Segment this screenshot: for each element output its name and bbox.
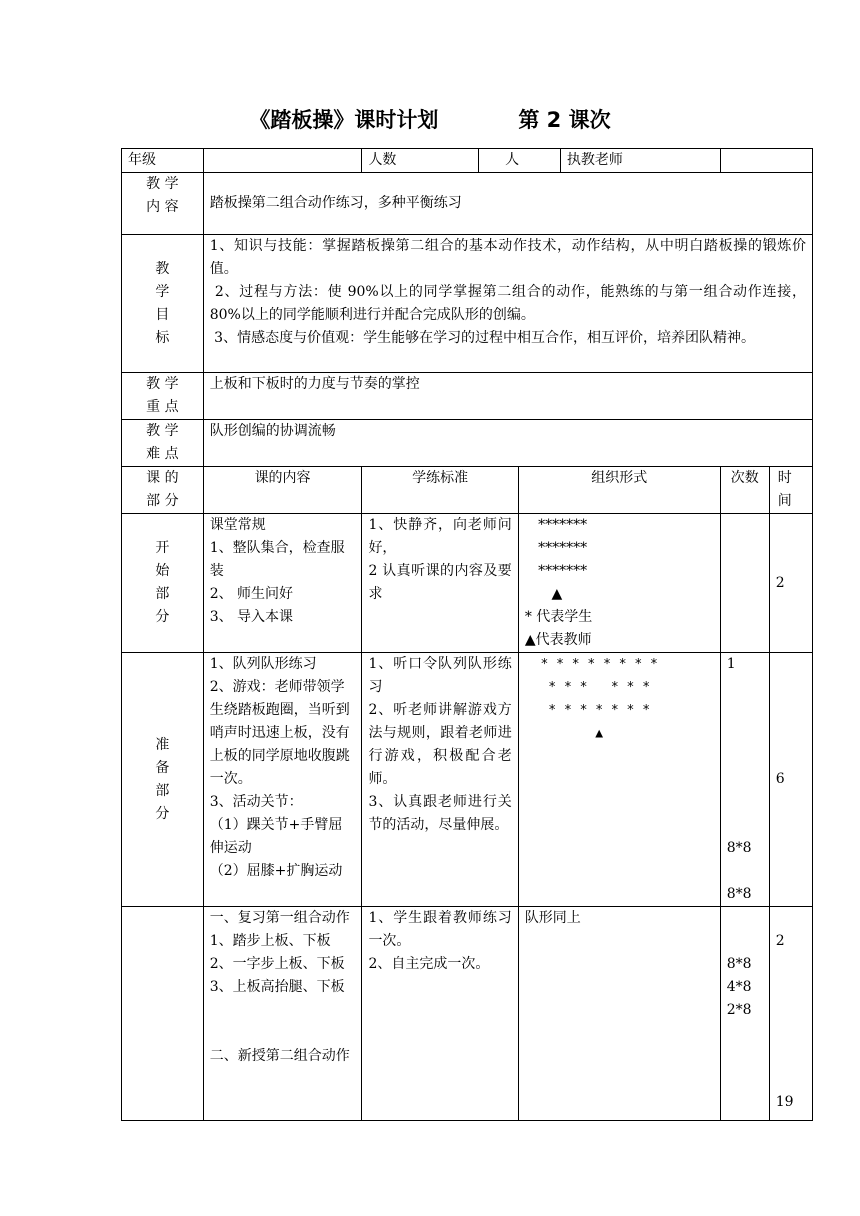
content-label: 教 学 内 容 xyxy=(122,173,204,235)
section-standard: 1、快静齐，向老师问好， 2 认真听课的内容及要求 xyxy=(362,514,518,653)
section-standard: 1、学生跟着教师练习一次。 2、自主完成一次。 xyxy=(362,907,518,1121)
section-part xyxy=(122,907,204,1121)
col-organization: 组织形式 xyxy=(518,467,720,514)
section-count: 1 8*8 8*8 xyxy=(720,653,769,907)
title-lesson: 第 2 课次 xyxy=(518,108,611,132)
section-count: 8*8 4*8 2*8 xyxy=(720,907,769,1121)
column-header-row xyxy=(122,467,813,514)
lesson-plan-table xyxy=(121,148,813,1121)
section-time: 6 xyxy=(769,653,812,907)
section-row-main xyxy=(122,907,813,1121)
title-main: 《踏板操》课时计划 xyxy=(249,108,439,132)
section-organization: * * * * * * * * * * * * * * * * * * * * * ▲ xyxy=(518,653,720,907)
section-organization: ******* ******* ******* ▲ * 代表学生 ▲代表教师 xyxy=(518,514,720,653)
section-part: 开 始 部 分 xyxy=(122,514,204,653)
objectives-label: 教 学 目 标 xyxy=(122,235,204,373)
objective-item: 3、情感态度与价值观：学生能够在学习的过程中相互合作，相互评价，培养团队精神。 xyxy=(209,330,756,346)
objective-item: 2、过程与方法：使 90%以上的同学掌握第二组合的动作，能熟练的与第一组合动作连接，80%以上的同学能顺利进行并配合完成队形的创编。 xyxy=(209,284,806,323)
section-row-warmup xyxy=(122,653,813,907)
key-points-label: 教 学 重 点 xyxy=(122,373,204,420)
grade-value xyxy=(203,149,362,173)
objectives-text xyxy=(203,235,812,373)
section-time: 2 19 xyxy=(769,907,812,1121)
section-content: 课堂常规 1、整队集合，检查服装 2、 师生问好 3、 导入本课 xyxy=(203,514,362,653)
section-organization: 队形同上 xyxy=(518,907,720,1121)
teacher-value xyxy=(720,149,812,173)
objective-item: 1、知识与技能：掌握踏板操第二组合的基本动作技术，动作结构，从中明白踏板操的锻炼价值。 xyxy=(209,238,806,277)
section-row-start xyxy=(122,514,813,653)
people-unit: 人 xyxy=(479,149,561,173)
header-row xyxy=(122,149,813,173)
section-standard: 1、听口令队列队形练习 2、听老师讲解游戏方法与规则，跟着老师进行游戏，积极配合老师。 3、认真跟老师进行关节的活动，尽量伸展。 xyxy=(362,653,518,907)
col-content: 课的内容 xyxy=(203,467,362,514)
key-points-row xyxy=(122,373,813,420)
difficulties-label: 教 学 难 点 xyxy=(122,420,204,467)
content-row xyxy=(122,173,813,235)
section-part: 准 备 部 分 xyxy=(122,653,204,907)
col-standard: 学练标准 xyxy=(362,467,518,514)
key-points-text: 上板和下板时的力度与节奏的掌控 xyxy=(203,373,812,420)
col-count: 次数 xyxy=(720,467,769,514)
teacher-label: 执教老师 xyxy=(560,149,720,173)
section-time: 2 xyxy=(769,514,812,653)
people-label: 人数 xyxy=(362,149,479,173)
difficulties-text: 队形创编的协调流畅 xyxy=(203,420,812,467)
col-part: 课 的 部 分 xyxy=(122,467,204,514)
page-title xyxy=(0,104,860,134)
content-text: 踏板操第二组合动作练习，多种平衡练习 xyxy=(203,173,812,235)
section-count xyxy=(720,514,769,653)
grade-label: 年级 xyxy=(122,149,204,173)
col-time: 时 间 xyxy=(769,467,812,514)
objectives-row xyxy=(122,235,813,373)
difficulties-row xyxy=(122,420,813,467)
section-content: 1、队列队形练习 2、游戏：老师带领学生绕踏板跑圈，当听到哨声时迅速上板，没有上板的同学原地收腹跳一次。 3、活动关节： （1）踝关节+手臂屈伸运动 （2）屈膝+扩胸运动 xyxy=(203,653,362,907)
section-content: 一、复习第一组合动作 1、踏步上板、下板 2、一字步上板、下板 3、上板高抬腿、下板 二、新授第二组合动作 xyxy=(203,907,362,1121)
